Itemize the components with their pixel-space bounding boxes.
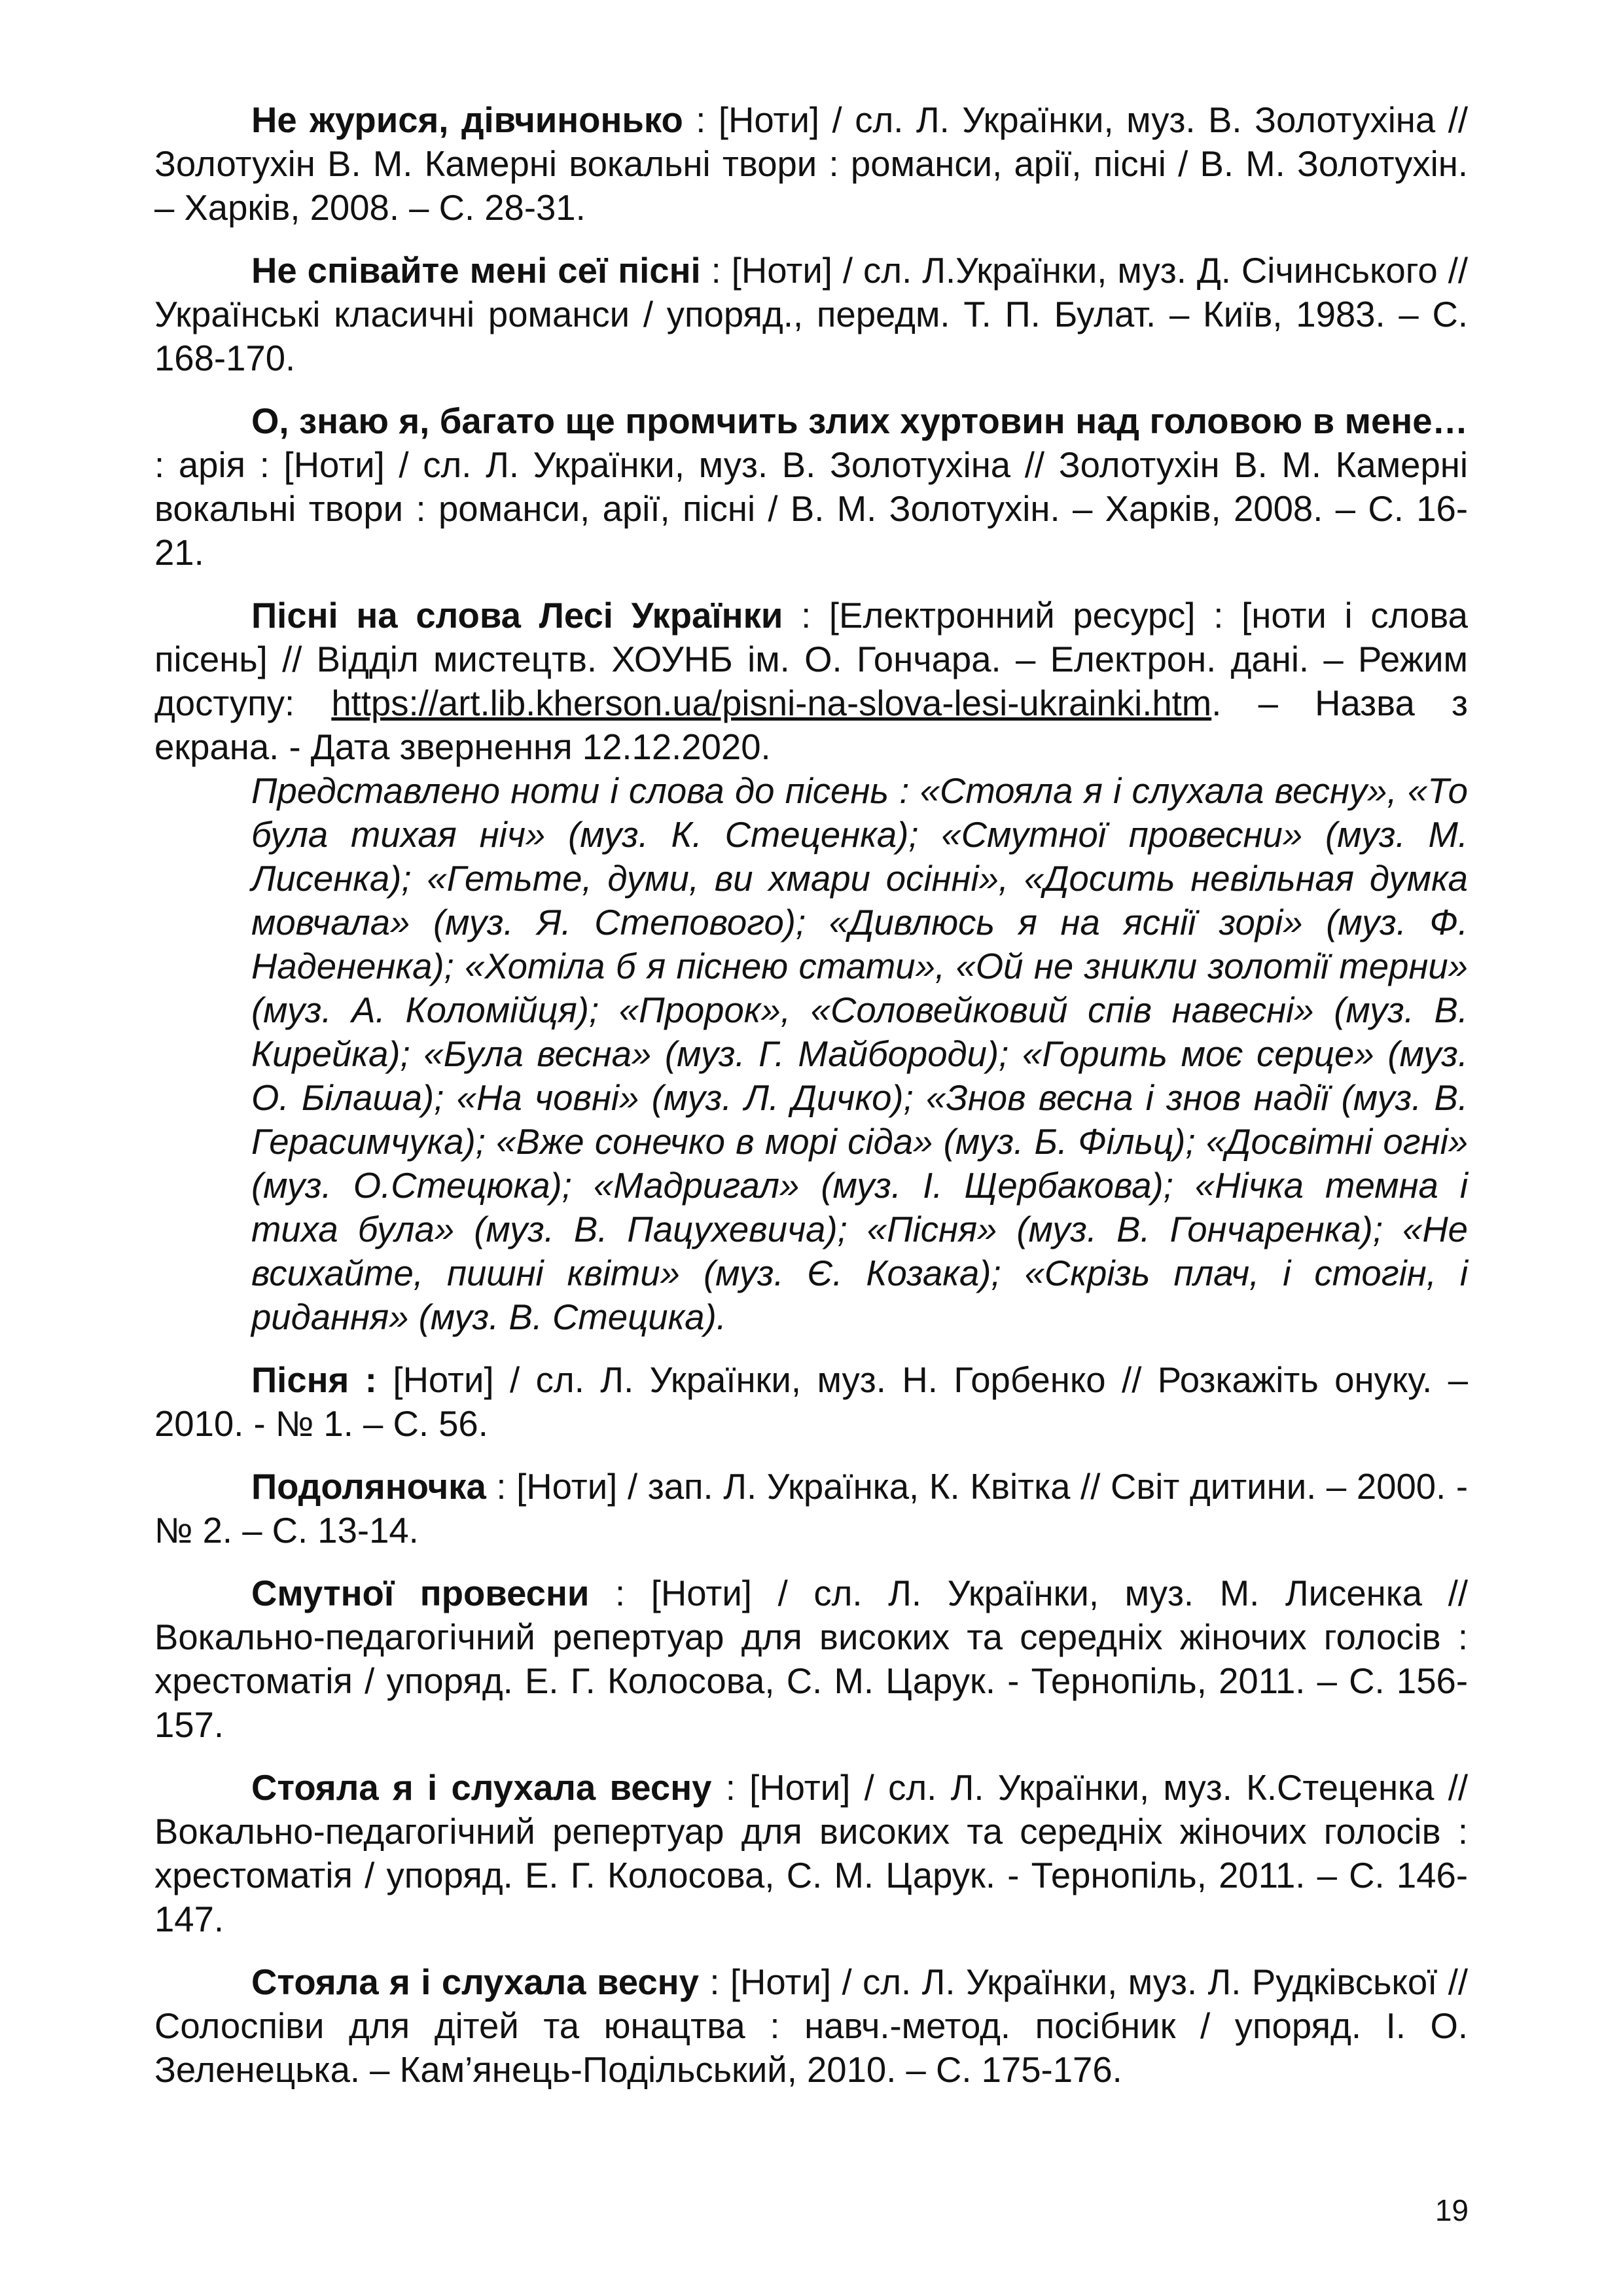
bibliography-entry xyxy=(154,1960,1468,2092)
bibliography-entry xyxy=(154,249,1468,380)
entry-title: Не співайте мені сеї пісні xyxy=(251,251,701,291)
entry-title: Стояла я і слухала весну xyxy=(251,1962,699,2002)
entry-details: : [Ноти] / сл. Л.Українки, муз. Д. Січинського // Українські класичні романси / упоряд., передм. Т. П. Булат. – Київ, 1983. – С. 168-170. xyxy=(154,251,1468,378)
entry-details: : [Ноти] / сл. Л. Українки, муз. М. Лисенка // Вокально-педагогічний репертуар для високих та середніх жіночих голосів : хрестоматія / упоряд. Е. Г. Колосова, С. М. Царук. - Тернопіль, 2011. – С. 156-157. xyxy=(154,1573,1468,1745)
resource-link[interactable]: https://art.lib.kherson.ua/pisni-na-slova-lesi-ukrainki.htm xyxy=(331,683,1212,723)
entry-annotation: Представлено ноти і слова до пісень : «Стояла я і слухала весну», «То була тихая ніч» (муз. К. Стеценка); «Смутної провесни» (муз. М. Лисенка); «Гетьте, думи, ви хмари осінні», «Досить невільная думка мовчала» (муз. Я. Степового); «Дивлюсь я на яснії зорі» (муз. Ф. Надененка); «Хотіла б я піснею стати», «Ой не зникли золотії терни» (муз. А. Коломійця); «Пророк», «Соловейковий спів навесні» (муз. В. Кирейка); «Була весна» (муз. Г. Майбороди); «Горить моє серце» (муз. О. Білаша); «На човні» (муз. Л. Дичко); «Знов весна і знов надії (муз. В. Герасимчука); «Вже сонечко в морі сіда» (муз. Б. Фільц); «Досвітні огні» (муз. О.Стецюка); «Мадригал» (муз. І. Щербакова); «Нічка темна і тиха була» (муз. В. Пацухевича); «Пісня» (муз. В. Гончаренка); «Не всихайте, пишні квіти» (муз. Є. Козака); «Скрізь плач, і стогін, і ридання» (муз. В. Стецика). xyxy=(251,771,1468,1337)
entry-title: Подоляночка xyxy=(251,1467,486,1507)
bibliography-entry xyxy=(154,1358,1468,1446)
entry-title: О, знаю я, багато ще промчить злих хуртовин над головою в мене… xyxy=(251,401,1468,441)
entry-details: : [Ноти] / сл. Л. Українки, муз. К.Стеценка // Вокально-педагогічний репертуар для високих та середніх жіночих голосів : хрестоматія / упоряд. Е. Г. Колосова, С. М. Царук. - Тернопіль, 2011. – С. 146-147. xyxy=(154,1768,1468,1939)
bibliography-entry xyxy=(154,594,1468,769)
bibliography-entry xyxy=(154,399,1468,575)
entry-title: Пісня : xyxy=(251,1360,377,1400)
entry-title: Пісні на слова Лесі Українки xyxy=(251,596,783,636)
bibliography-page xyxy=(154,98,1468,2111)
entry-title: Стояла я і слухала весну xyxy=(251,1768,712,1808)
entry-details: : [Електронний ресурс] : [ноти і слова пісень] // Відділ мистецтв. ХОУНБ ім. О. Гончара. – Електрон. дані. – Режим доступу: xyxy=(154,596,1468,723)
page-number: 19 xyxy=(1435,2193,1469,2227)
entry-title: Смутної провесни xyxy=(251,1573,590,1613)
bibliography-entry xyxy=(154,1465,1468,1552)
entry-details: : [Ноти] / сл. Л. Українки, муз. В. Золотухіна // Золотухін В. М. Камерні вокальні твори : романси, арії, пісні / В. М. Золотухін. – Харків, 2008. – С. 28-31. xyxy=(154,100,1468,228)
entry-details: : [Ноти] / зап. Л. Українка, К. Квітка // Світ дитини. – 2000. - № 2. – С. 13-14. xyxy=(154,1467,1468,1551)
entry-title: Не журися, дівчинонько xyxy=(251,100,683,140)
bibliography-entry xyxy=(154,98,1468,230)
entry-details: : арія : [Ноти] / сл. Л. Українки, муз. В. Золотухіна // Золотухін В. М. Камерні вокальні твори : романси, арії, пісні / В. М. Золотухін. – Харків, 2008. – С. 16-21. xyxy=(154,445,1468,573)
bibliography-entry xyxy=(154,1766,1468,1941)
entry-details: : [Ноти] / сл. Л. Українки, муз. Л. Рудківської // Солоспіви для дітей та юнацтва : навч.-метод. посібник / упоряд. І. О. Зеленецька. – Кам’янець-Подільський, 2010. – С. 175-176. xyxy=(154,1962,1468,2090)
bibliography-entry xyxy=(154,1571,1468,1747)
entry-details-after-link: . – Назва з екрана. - Дата звернення 12.12.2020. xyxy=(154,683,1468,767)
entry-details: [Ноти] / сл. Л. Українки, муз. Н. Горбенко // Розкажіть онуку. – 2010. - № 1. – С. 56. xyxy=(154,1360,1468,1444)
